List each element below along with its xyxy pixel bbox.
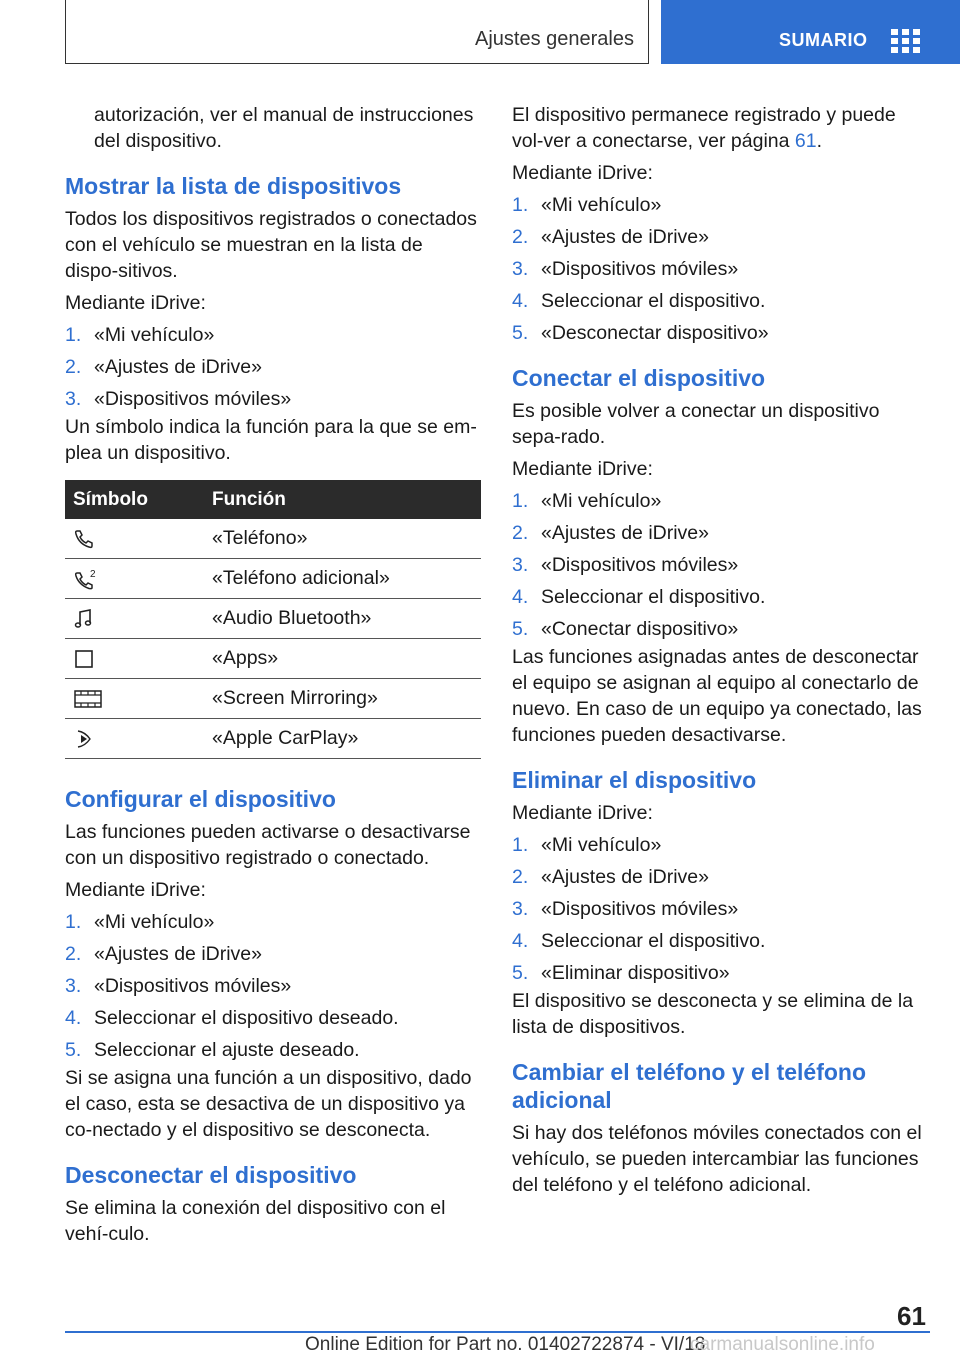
list-item <box>512 616 928 642</box>
paragraph: Es posible volver a conectar un dispositivo sepa-rado. <box>512 400 880 448</box>
right-column <box>512 102 928 1204</box>
list-item <box>512 288 928 314</box>
step-text: «Ajustes de iDrive» <box>541 866 709 888</box>
list-item <box>512 192 928 218</box>
list-item <box>512 960 928 986</box>
left-column <box>65 102 481 1253</box>
screen-mirroring-icon <box>73 688 103 710</box>
heading-disconnect-device: Desconectar el dispositivo <box>65 1162 357 1188</box>
table-row <box>65 679 481 719</box>
list-item <box>512 520 928 546</box>
steps-list <box>512 192 928 346</box>
list-item <box>65 941 481 967</box>
step-text: «Mi vehículo» <box>94 324 215 346</box>
phone-2-icon <box>73 568 99 590</box>
list-item <box>512 256 928 282</box>
list-item <box>512 552 928 578</box>
steps-list <box>65 909 481 1063</box>
step-text: «Dispositivos móviles» <box>541 258 739 280</box>
paragraph: Las funciones pueden activarse o desactivarse con un dispositivo registrado o conectado. <box>65 821 471 869</box>
heading-swap-phones: Cambiar el teléfono y el teléfono adicional <box>512 1059 867 1113</box>
paragraph: El dispositivo se desconecta y se elimina de la lista de dispositivos. <box>512 990 914 1038</box>
list-item <box>65 1037 481 1063</box>
list-item <box>65 973 481 999</box>
section-title: Ajustes generales <box>475 28 634 50</box>
step-text: «Conectar dispositivo» <box>541 618 739 640</box>
table-header-row <box>65 480 481 519</box>
step-text: Seleccionar el ajuste deseado. <box>94 1039 360 1061</box>
step-number: 4. <box>512 586 529 608</box>
step-number: 1. <box>512 194 529 216</box>
step-number: 5. <box>512 962 529 984</box>
step-number: 2. <box>65 943 82 965</box>
function-cell: «Audio Bluetooth» <box>204 599 481 639</box>
table-row <box>65 719 481 759</box>
col-function-header: Función <box>204 480 481 519</box>
step-number: 1. <box>65 911 82 933</box>
steps-list <box>65 322 481 412</box>
table-row <box>65 639 481 679</box>
section-swap-phones <box>512 1058 928 1198</box>
section-disconnect-device <box>65 1161 481 1247</box>
list-item <box>65 909 481 935</box>
header-section-box <box>65 0 649 64</box>
sumario-button[interactable] <box>661 0 960 64</box>
list-item <box>65 354 481 380</box>
step-number: 3. <box>65 975 82 997</box>
step-text: «Dispositivos móviles» <box>541 898 739 920</box>
paragraph-reconnect-note: El dispositivo permanece registrado y puede vol-ver a conectarse, ver página 61. <box>512 104 896 152</box>
phone-icon <box>73 528 95 550</box>
steps-list <box>512 488 928 642</box>
function-cell: «Teléfono adicional» <box>204 559 481 599</box>
step-text: «Desconectar dispositivo» <box>541 322 769 344</box>
step-text: «Mi vehículo» <box>94 911 215 933</box>
step-text: «Mi vehículo» <box>541 490 662 512</box>
function-cell: «Apple CarPlay» <box>204 719 481 759</box>
table-row <box>65 559 481 599</box>
footer-edition: Online Edition for Part no. 01402722874 - VI/18 <box>305 1334 706 1355</box>
section-show-device-list <box>65 172 481 759</box>
sumario-label: SUMARIO <box>779 30 868 50</box>
music-note-icon <box>73 608 95 630</box>
heading-delete-device: Eliminar el dispositivo <box>512 767 757 793</box>
step-text: «Eliminar dispositivo» <box>541 962 730 984</box>
paragraph: Mediante iDrive: <box>65 879 206 901</box>
paragraph: Si se asigna una función a un dispositivo, dado el caso, esta se desactiva de un dispositivo ya co-nectado y el dispositivo se desconecta. <box>65 1067 472 1141</box>
page-number: 61 <box>897 1301 926 1331</box>
list-item <box>65 322 481 348</box>
section-connect-device <box>512 364 928 748</box>
step-number: 1. <box>512 490 529 512</box>
section-configure-device <box>65 785 481 1143</box>
step-number: 5. <box>512 322 529 344</box>
step-number: 3. <box>512 258 529 280</box>
step-text: «Ajustes de iDrive» <box>94 356 262 378</box>
page-link[interactable]: 61 <box>794 130 817 152</box>
steps-list <box>512 832 928 986</box>
paragraph: Si hay dos teléfonos móviles conectados con el vehículo, se pueden intercambiar las funciones del teléfono y el teléfono adicional. <box>512 1122 922 1196</box>
list-item <box>512 224 928 250</box>
heading-connect-device: Conectar el dispositivo <box>512 365 766 391</box>
list-item <box>512 584 928 610</box>
function-cell: «Screen Mirroring» <box>204 679 481 719</box>
step-number: 1. <box>512 834 529 856</box>
paragraph: Las funciones asignadas antes de desconectar el equipo se asignan al equipo al conectarlo de nuevo. En caso de un equipo ya conectado, las funciones pueden desactivarse. <box>512 646 922 746</box>
carplay-play-icon <box>73 728 95 750</box>
section-delete-device <box>512 766 928 1040</box>
function-cell: «Apps» <box>204 639 481 679</box>
step-number: 4. <box>512 930 529 952</box>
step-text: Seleccionar el dispositivo. <box>541 586 766 608</box>
apps-square-icon <box>73 648 95 670</box>
paragraph: Mediante iDrive: <box>512 458 653 480</box>
paragraph: Mediante iDrive: <box>512 802 653 824</box>
step-text: Seleccionar el dispositivo deseado. <box>94 1007 399 1029</box>
step-number: 3. <box>65 388 82 410</box>
step-text: «Mi vehículo» <box>541 834 662 856</box>
col-symbol-header: Símbolo <box>65 480 204 519</box>
function-cell: «Teléfono» <box>204 519 481 559</box>
paragraph: Un símbolo indica la función para la que se em-plea un dispositivo. <box>65 416 477 464</box>
heading-configure-device: Configurar el dispositivo <box>65 786 336 812</box>
step-text: Seleccionar el dispositivo. <box>541 290 766 312</box>
list-item <box>65 386 481 412</box>
step-text: «Ajustes de iDrive» <box>541 226 709 248</box>
step-text: «Mi vehículo» <box>541 194 662 216</box>
list-item <box>65 1005 481 1031</box>
table-row <box>65 519 481 559</box>
list-item <box>512 320 928 346</box>
step-number: 2. <box>512 226 529 248</box>
list-item <box>512 864 928 890</box>
step-text: «Dispositivos móviles» <box>94 388 292 410</box>
svg-text:2: 2 <box>90 568 96 580</box>
grid-menu-icon <box>891 29 921 53</box>
step-text: «Dispositivos móviles» <box>541 554 739 576</box>
step-text: «Dispositivos móviles» <box>94 975 292 997</box>
step-number: 2. <box>512 522 529 544</box>
heading-show-device-list: Mostrar la lista de dispositivos <box>65 173 402 199</box>
step-number: 4. <box>65 1007 82 1029</box>
step-number: 5. <box>512 618 529 640</box>
symbol-function-table <box>65 480 481 759</box>
step-number: 3. <box>512 898 529 920</box>
paragraph: Mediante iDrive: <box>512 162 653 184</box>
step-number: 4. <box>512 290 529 312</box>
step-text: Seleccionar el dispositivo. <box>541 930 766 952</box>
step-text: «Ajustes de iDrive» <box>94 943 262 965</box>
step-number: 1. <box>65 324 82 346</box>
table-row <box>65 599 481 639</box>
step-number: 5. <box>65 1039 82 1061</box>
list-item <box>512 488 928 514</box>
paragraph: Mediante iDrive: <box>65 292 206 314</box>
step-number: 3. <box>512 554 529 576</box>
paragraph: Todos los dispositivos registrados o conectados con el vehículo se muestran en la lista de dispo-sitivos. <box>65 208 477 282</box>
list-item <box>512 832 928 858</box>
footer-divider <box>65 1331 930 1333</box>
list-item <box>512 928 928 954</box>
step-number: 2. <box>65 356 82 378</box>
intro-paragraph: autorización, ver el manual de instrucciones del dispositivo. <box>94 104 474 152</box>
step-number: 2. <box>512 866 529 888</box>
list-item <box>512 896 928 922</box>
paragraph: Se elimina la conexión del dispositivo con el vehí-culo. <box>65 1197 446 1245</box>
step-text: «Ajustes de iDrive» <box>541 522 709 544</box>
watermark: carmanualsonline.info <box>690 1334 875 1355</box>
